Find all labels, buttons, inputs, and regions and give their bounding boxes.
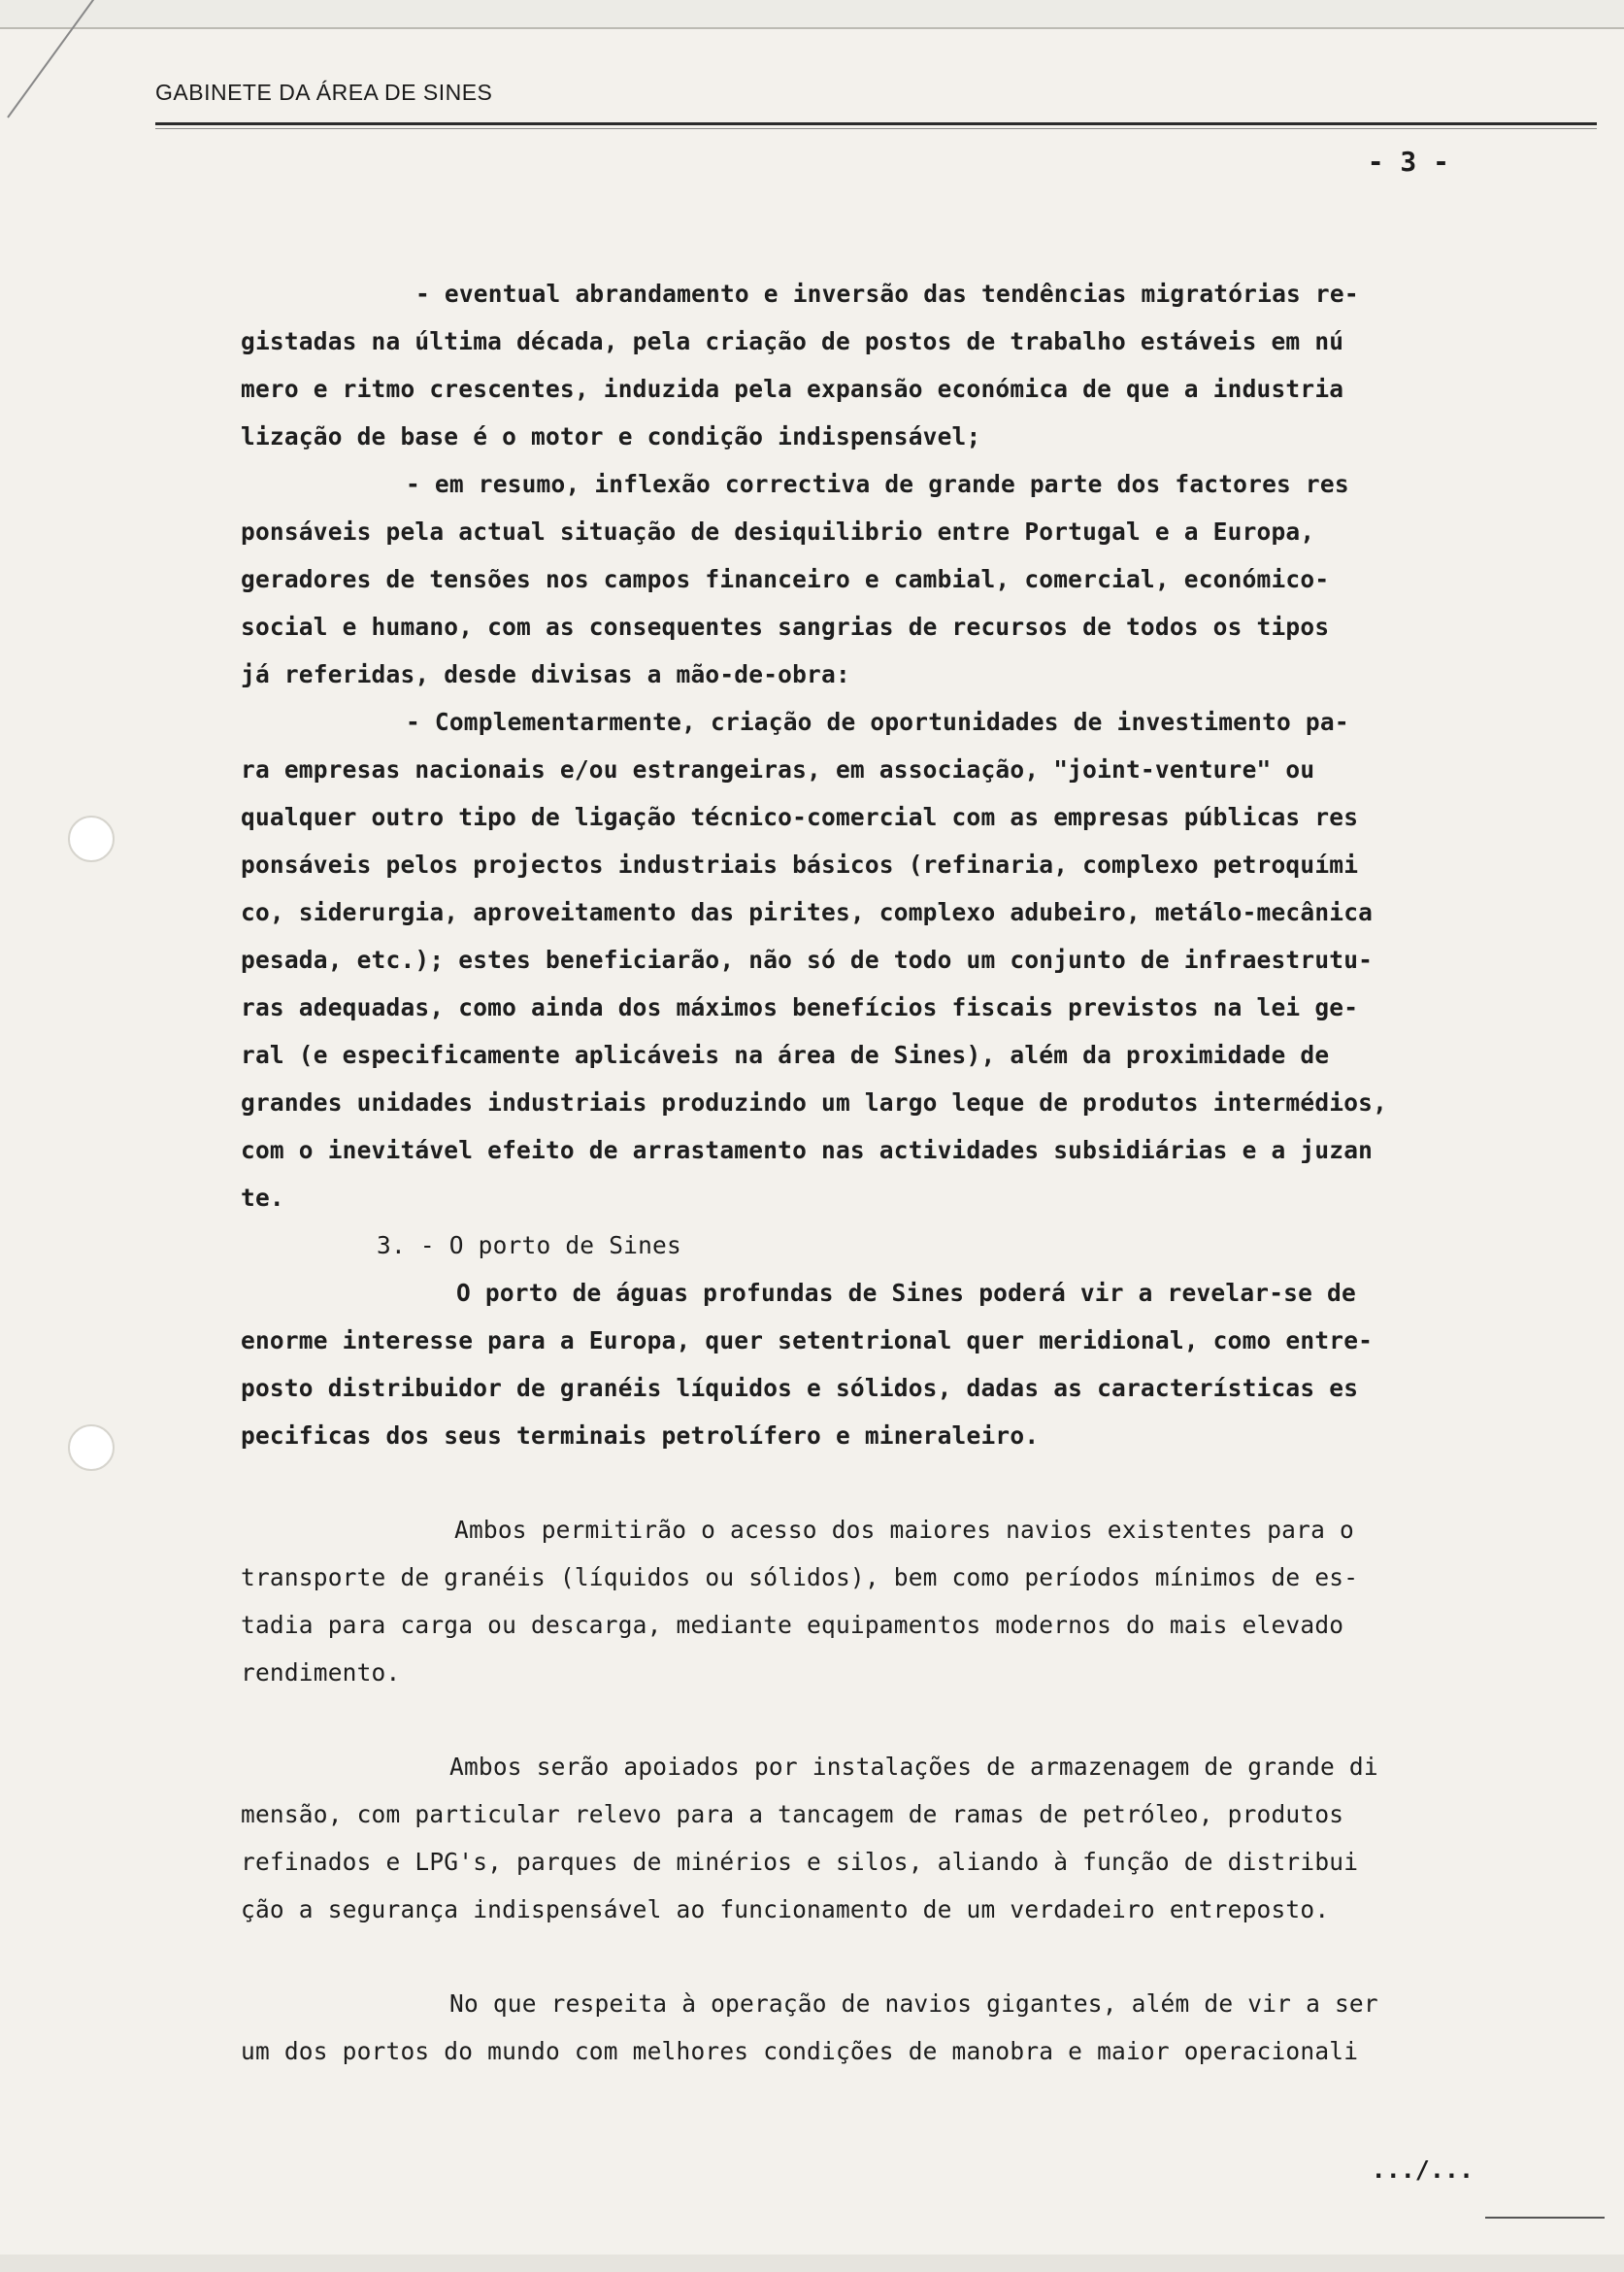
body-line: geradores de tensões nos campos financeiro e cambial, comercial, económico- — [241, 565, 1330, 593]
page-top-edge — [0, 0, 1624, 29]
letterhead-organization: GABINETE DA ÁREA DE SINES — [155, 80, 493, 105]
body-line: com o inevitável efeito de arrastamento nas actividades subsidiárias e a juzan — [241, 1136, 1374, 1164]
body-line: pesada, etc.); estes beneficiarão, não só de todo um conjunto de infraestrutu- — [241, 946, 1374, 974]
body-line: ponsáveis pelos projectos industriais básicos (refinaria, complexo petroquími — [241, 851, 1359, 879]
body-line: O porto de águas profundas de Sines poderá vir a revelar-se de — [456, 1279, 1356, 1307]
punch-hole-lower — [68, 1424, 115, 1471]
body-line: ral (e especificamente aplicáveis na área de Sines), além da proximidade de — [241, 1041, 1330, 1069]
body-line: ponsáveis pela actual situação de desiquilibrio entre Portugal e a Europa, — [241, 518, 1315, 546]
body-line: Ambos permitirão o acesso dos maiores navios existentes para o — [454, 1516, 1354, 1544]
punch-hole-upper — [68, 816, 115, 862]
body-line: Ambos serão apoiados por instalações de armazenagem de grande di — [449, 1753, 1378, 1781]
body-line: refinados e LPG's, parques de minérios e silos, aliando à função de distribui — [241, 1848, 1359, 1876]
body-line: - Complementarmente, criação de oportunidades de investimento pa- — [406, 708, 1349, 736]
body-line: lização de base é o motor e condição indispensável; — [241, 422, 981, 451]
body-line: enorme interesse para a Europa, quer setentrional quer meridional, como entre- — [241, 1326, 1374, 1354]
continuation-mark: .../... — [1371, 2155, 1474, 2184]
body-line: rendimento. — [241, 1658, 401, 1687]
body-line: gistadas na última década, pela criação de postos de trabalho estáveis em nú — [241, 327, 1344, 355]
body-line: te. — [241, 1184, 284, 1212]
page-number: - 3 - — [1367, 146, 1449, 178]
body-line: - eventual abrandamento e inversão das tendências migratórias re- — [415, 280, 1359, 308]
body-line: ra empresas nacionais e/ou estrangeiras, em associação, "joint-venture" ou — [241, 755, 1315, 784]
body-line: qualquer outro tipo de ligação técnico-comercial com as empresas públicas res — [241, 803, 1359, 831]
body-line: social e humano, com as consequentes sangrias de recursos de todos os tipos — [241, 613, 1330, 641]
body-line: mero e ritmo crescentes, induzida pela expansão económica de que a industria — [241, 375, 1344, 403]
body-line: ção a segurança indispensável ao funcionamento de um verdadeiro entreposto. — [241, 1895, 1330, 1923]
body-line: pecificas dos seus terminais petrolífero e mineraleiro. — [241, 1421, 1040, 1450]
body-line: já referidas, desde divisas a mão-de-obra: — [241, 660, 850, 688]
letterhead-rule-thin — [155, 128, 1597, 129]
body-line: mensão, com particular relevo para a tancagem de ramas de petróleo, produtos — [241, 1800, 1344, 1828]
body-line: transporte de granéis (líquidos ou sólidos), bem como períodos mínimos de es- — [241, 1563, 1359, 1591]
body-line: - em resumo, inflexão correctiva de grande parte dos factores res — [406, 470, 1349, 498]
section-heading: 3. - O porto de Sines — [377, 1231, 681, 1259]
body-line: No que respeita à operação de navios gigantes, além de vir a ser — [449, 1989, 1378, 2018]
page-bottom-edge — [0, 2255, 1624, 2272]
body-line: ras adequadas, como ainda dos máximos benefícios fiscais previstos na lei ge- — [241, 993, 1359, 1021]
body-line: um dos portos do mundo com melhores condições de manobra e maior operacionali — [241, 2037, 1359, 2065]
body-line: grandes unidades industriais produzindo um largo leque de produtos intermédios, — [241, 1088, 1388, 1117]
document-body — [241, 270, 1546, 2075]
body-line: co, siderurgia, aproveitamento das pirites, complexo adubeiro, metálo-mecânica — [241, 898, 1374, 926]
bottom-rule — [1485, 2217, 1605, 2219]
letterhead-rule — [155, 122, 1597, 125]
body-line: tadia para carga ou descarga, mediante equipamentos modernos do mais elevado — [241, 1611, 1344, 1639]
body-line: posto distribuidor de granéis líquidos e sólidos, dadas as características es — [241, 1374, 1359, 1402]
